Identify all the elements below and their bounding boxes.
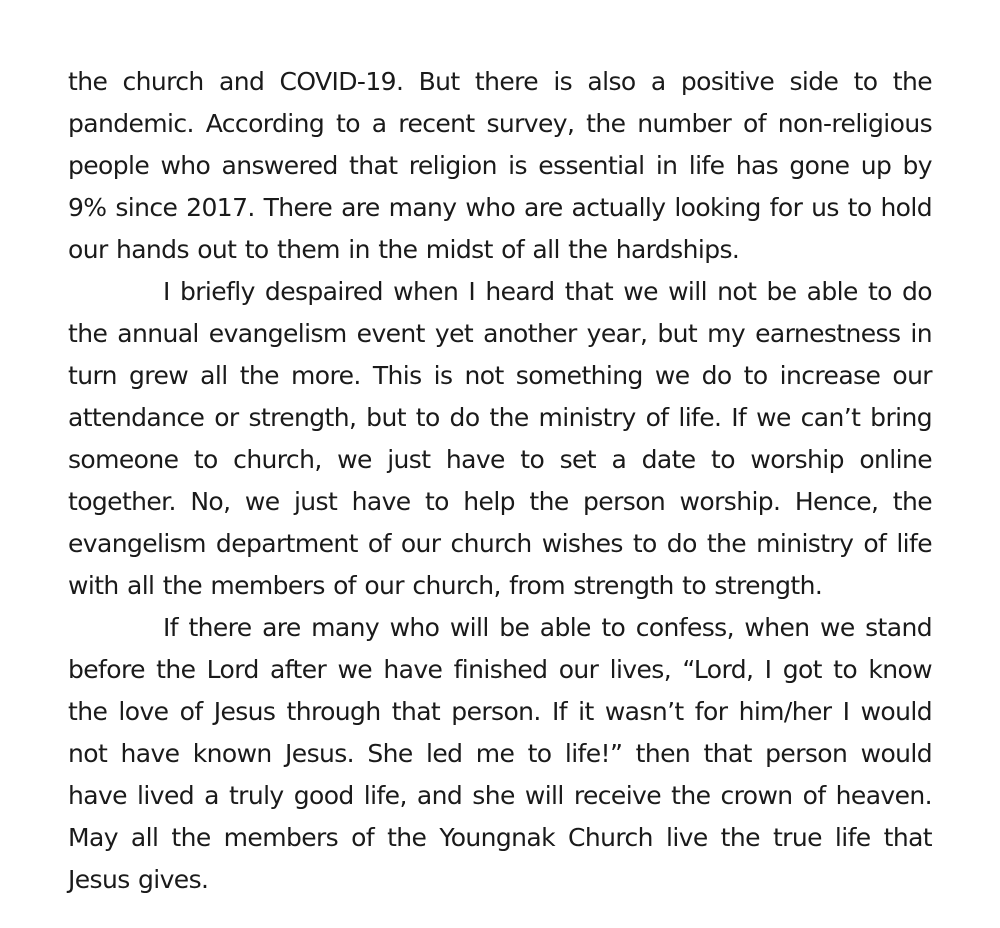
paragraph-3: If there are many who will be able to confess, when we stand before the Lord after we have finished our lives, “Lord, I got to know the love of Jesus through that person. If it wasn’t for him/her I would not have known Jesus. She led me to life!” then that person would have lived a truly good life, and she will receive the crown of heaven. May all the members of the Youngnak Church live the true life that Jesus gives. [68,613,932,894]
paragraph-1: the church and COVID-19. But there is also a positive side to the pandemic. According to a recent survey, the number of non-religious people who answered that religion is essential in life has gone up by 9% since 2017. There are many who are actually looking for us to hold our hands out to them in the midst of all the hardships. [68,67,932,264]
document-body [68,61,932,901]
paragraph-2: I briefly despaired when I heard that we will not be able to do the annual evangelism event yet another year, but my earnestness in turn grew all the more. This is not something we do to increase our attendance or strength, but to do the ministry of life. If we can’t bring someone to church, we just have to set a date to worship online together. No, we just have to help the person worship. Hence, the evangelism department of our church wishes to do the ministry of life with all the members of our church, from strength to strength. [68,277,932,600]
